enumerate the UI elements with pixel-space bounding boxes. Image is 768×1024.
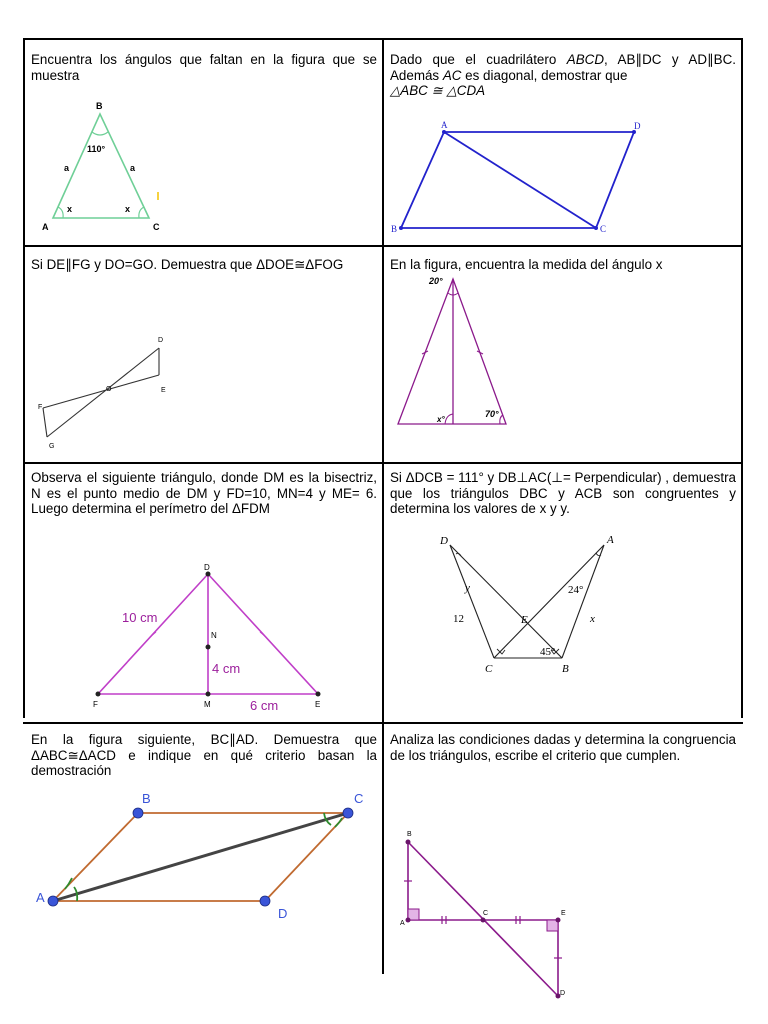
diagonal-ac (53, 813, 348, 901)
label-c: C (354, 791, 364, 806)
bisector-triangle-figure (25, 464, 382, 722)
cell-prompt: Si DE∥FG y DO=GO. Demuestra que ΔDOE≅ΔFOG (31, 257, 344, 272)
cell-congruence-criterion (384, 724, 741, 997)
label-e: E (161, 387, 166, 394)
label-y: y (465, 582, 470, 594)
segment-ac (494, 545, 604, 658)
cell-angle-x (384, 247, 741, 462)
segment-dc (450, 545, 494, 658)
geogebra-parallelogram-figure (25, 724, 382, 974)
angle-mark-a (58, 207, 63, 218)
crossing-triangles-figure (384, 464, 741, 722)
angle-mark-c-right (335, 818, 342, 827)
cell-prompt: Dado que el cuadrilátero ABCD, AB∥DC y AD∥BC. Además AC es diagonal, demostrar que △ABC ≅ △CDA (390, 52, 737, 99)
label-a: A (400, 920, 405, 927)
right-triangles-figure (384, 724, 741, 997)
label-b: B (407, 831, 412, 838)
exercise-table (23, 38, 743, 997)
cell-parallelogram-proof (384, 40, 741, 245)
parallelogram-figure (384, 40, 741, 245)
label-a: A (441, 120, 448, 130)
label-f: F (93, 700, 98, 709)
label-a: A (36, 890, 45, 905)
label-a: A (607, 534, 614, 546)
label-x: x° (437, 415, 445, 424)
label-20: 20° (429, 276, 443, 286)
label-x-right: x (125, 204, 131, 214)
angle-mark-c (139, 207, 144, 218)
label-6cm: 6 cm (250, 698, 279, 713)
label-d: D (634, 121, 641, 131)
label-c: C (483, 910, 489, 917)
cell-triangle-angles (25, 40, 382, 245)
cell-congruent-triangles (384, 464, 741, 722)
cell-prompt: Si ΔDCB = 111° y DB⊥AC(⊥= Perpendicular) , demuestra que los triángulos DBC y ACB son congruentes y determina los valores de x y y. (390, 470, 736, 517)
label-o: O (106, 386, 112, 393)
cell-prompt: Observa el siguiente triángulo, donde DM es la bisectriz, N es el punto medio de DM y FD=10, MN=4 y ME= 6. Luego determina el perímetro del ΔFDM (31, 470, 377, 517)
cell-bowtie-proof (25, 247, 382, 462)
label-b: B (391, 224, 398, 234)
cell-bc-parallel-ad (25, 724, 382, 974)
label-d: D (440, 535, 448, 547)
label-d: D (158, 337, 164, 344)
label-c: C (485, 663, 493, 675)
triangle-altitude-figure (384, 247, 741, 462)
label-45: 45° (540, 646, 556, 658)
label-d: D (278, 906, 288, 921)
angle-mark-b (92, 132, 108, 135)
point-c[interactable] (343, 808, 353, 818)
label-e: E (315, 700, 321, 709)
cell-prompt: En la figura siguiente, BC∥AD. Demuestra que ΔABC≅ΔACD e indique en qué criterio basan la demostración (31, 732, 377, 779)
label-b: B (142, 791, 151, 806)
bowtie-figure (25, 247, 382, 462)
label-70: 70° (485, 409, 499, 419)
label-e: E (561, 910, 566, 917)
point-d[interactable] (260, 896, 270, 906)
label-x: x (590, 613, 595, 625)
label-110: 110° (87, 144, 106, 154)
label-d: D (204, 563, 210, 572)
cell-perimeter (25, 464, 382, 722)
label-10cm: 10 cm (122, 610, 158, 625)
segment-ab (562, 545, 604, 658)
label-e: E (521, 614, 528, 626)
segment-fe (43, 375, 159, 408)
label-m: M (204, 700, 211, 709)
label-c: C (600, 224, 607, 234)
parallelogram-outline (401, 132, 634, 228)
label-b: B (562, 663, 569, 675)
label-24: 24° (568, 584, 584, 596)
table-border-right (741, 38, 743, 718)
label-g: G (49, 443, 55, 450)
point-a[interactable] (48, 896, 58, 906)
cell-prompt: Analiza las condiciones dadas y determina la congruencia de los triángulos, escribe el criterio que cumplen. (390, 732, 736, 763)
label-c: C (153, 222, 160, 232)
label-side-a-left: a (64, 163, 70, 173)
label-b: B (96, 101, 103, 111)
label-n: N (211, 631, 217, 640)
label-f: F (38, 404, 43, 411)
point-b[interactable] (133, 808, 143, 818)
isosceles-triangle-figure (25, 40, 382, 245)
segment-db (450, 545, 562, 658)
segment-fg (43, 408, 47, 437)
label-d: D (560, 990, 566, 997)
label-4cm: 4 cm (212, 661, 241, 676)
diagonal-ac (444, 132, 596, 228)
label-side-a-right: a (130, 163, 136, 173)
label-a: A (42, 222, 49, 232)
label-12: 12 (453, 613, 464, 625)
triangle-outline (398, 279, 506, 424)
cell-prompt: Encuentra los ángulos que faltan en la figura que se muestra (31, 52, 377, 83)
label-x-left: x (67, 204, 73, 214)
cell-prompt: En la figura, encuentra la medida del ángulo x (390, 257, 663, 272)
segment-dg (47, 348, 159, 437)
